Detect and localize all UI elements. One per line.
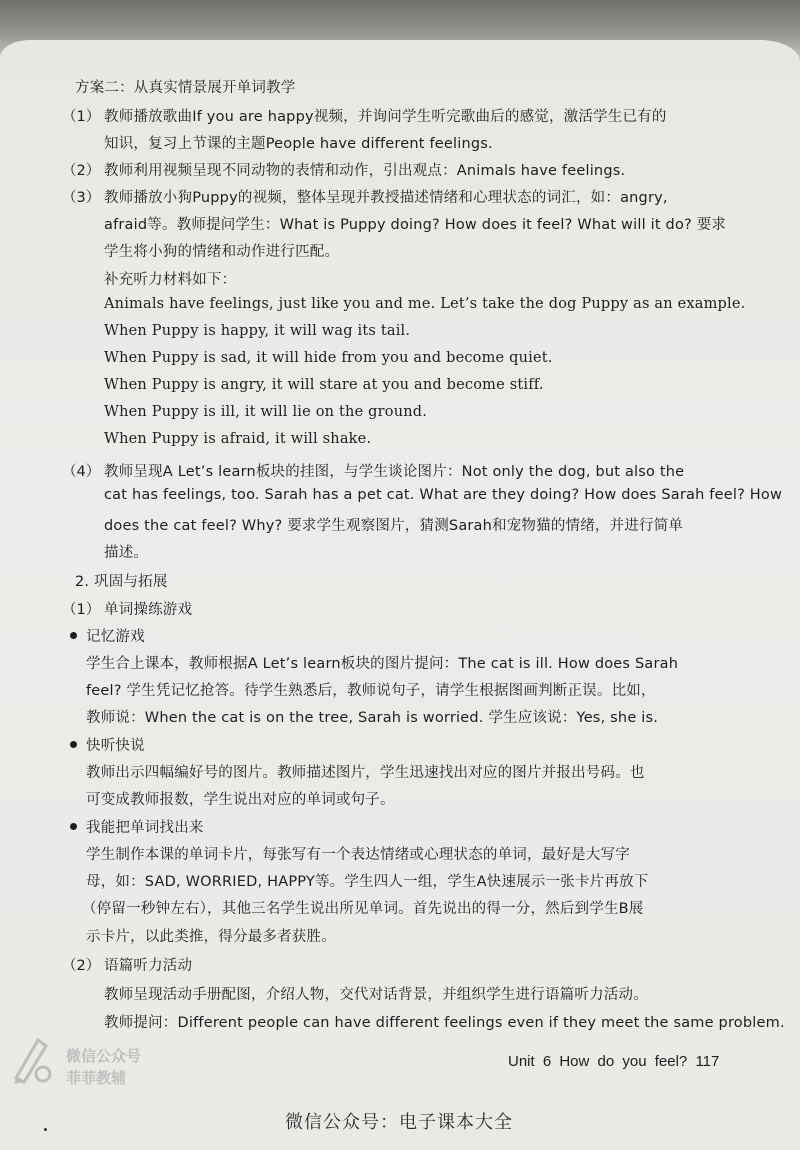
page-number: 117 <box>695 1053 720 1070</box>
listening-line: Animals have feelings, just like you and me. Let’s take the dog Puppy as an example. <box>104 296 746 312</box>
item-number: （1） <box>62 109 101 125</box>
text-line: （停留一秒钟左右），其他三名学生说出所见单词。首先说出的得一分，然后到学生B展 <box>82 901 644 917</box>
bullet-icon <box>70 823 77 830</box>
text-line: feel? 学生凭记忆抢答。待学生熟悉后，教师说句子，请学生根据图画判断正误。比如， <box>86 683 656 699</box>
stamp-line-1: 微信公众号 <box>66 1047 142 1065</box>
listening-line: When Puppy is happy, it will wag its tail. <box>104 323 411 339</box>
text-line: 教师提问：Different people can have different feelings even if they meet the same problem. <box>104 1015 785 1031</box>
page-footer <box>508 1053 719 1070</box>
text-line: 可变成教师报数，学生说出对应的单词或句子。 <box>86 792 395 808</box>
text-line: 教师说：When the cat is on the tree, Sarah is worried. 学生应该说：Yes, she is. <box>86 710 659 726</box>
text-line: 教师利用视频呈现不同动物的表情和动作，引出观点：Animals have feelings. <box>104 163 626 179</box>
section-heading: 方案二：从真实情景展开单词教学 <box>75 80 296 96</box>
game-title: 我能把单词找出来 <box>86 820 204 836</box>
text-line: 教师呈现A Let’s learn板块的挂图，与学生谈论图片：Not only the dog, but also the <box>104 464 685 480</box>
pencil-logo-icon <box>8 1030 58 1086</box>
item-number: （3） <box>62 190 101 206</box>
game-title: 快听快说 <box>86 738 145 754</box>
text-line: afraid等。教师提问学生：What is Puppy doing? How does it feel? What will it do? 要求 <box>104 217 727 233</box>
listening-line: When Puppy is sad, it will hide from you and become quiet. <box>104 350 553 366</box>
bullet-icon <box>70 741 77 748</box>
text-line: 示卡片，以此类推，得分最多者获胜。 <box>86 929 336 945</box>
item-number: （4） <box>62 464 101 480</box>
text-line: 教师呈现活动手册配图，介绍人物，交代对话背景，并组织学生进行语篇听力活动。 <box>104 987 648 1003</box>
subsection-heading: 单词操练游戏 <box>104 602 193 618</box>
item-number: （2） <box>62 163 101 179</box>
wechat-stamp-watermark <box>8 1030 168 1092</box>
footer-unit-label: Unit 6 How do you feel? <box>508 1053 688 1070</box>
subsection-heading: 语篇听力活动 <box>104 958 193 974</box>
text-line: 教师播放歌曲If you are happy视频，并询问学生听完歌曲后的感觉，激活学生已有的 <box>104 109 667 125</box>
listening-line: When Puppy is afraid, it will shake. <box>104 431 372 447</box>
text-line: 母，如：SAD, WORRIED, HAPPY等。学生四人一组，学生A快速展示一张卡片再放下 <box>86 874 649 890</box>
stamp-line-2: 菲菲教辅 <box>66 1069 127 1087</box>
text-line: 教师出示四幅编好号的图片。教师描述图片，学生迅速找出对应的图片并报出号码。也 <box>86 765 645 781</box>
text-line: cat has feelings, too. Sarah has a pet cat. What are they doing? How does Sarah feel? How <box>104 487 783 503</box>
text-line: 学生将小狗的情绪和动作进行匹配。 <box>104 244 340 260</box>
text-line: 补充听力材料如下： <box>104 272 237 288</box>
text-line: does the cat feel? Why? 要求学生观察图片，猜测Sarah和宠物猫的情绪，并进行简单 <box>104 518 684 534</box>
listening-line: When Puppy is angry, it will stare at you and become stiff. <box>104 377 544 393</box>
text-line: 学生合上课本，教师根据A Let’s learn板块的图片提问：The cat is ill. How does Sarah <box>86 656 679 672</box>
text-line: 教师播放小狗Puppy的视频，整体呈现并教授描述情绪和心理状态的词汇，如：angry, <box>104 190 668 206</box>
section-heading: 2. 巩固与拓展 <box>75 574 168 590</box>
text-line: 学生制作本课的单词卡片，每张写有一个表达情绪或心理状态的单词，最好是大写字 <box>86 847 630 863</box>
bullet-icon <box>70 632 77 639</box>
listening-line: When Puppy is ill, it will lie on the ground. <box>104 404 428 420</box>
game-title: 记忆游戏 <box>86 629 145 645</box>
item-number: （2） <box>62 958 101 974</box>
text-line: 知识，复习上节课的主题People have different feelings. <box>104 136 493 152</box>
bottom-watermark: 微信公众号：电子课本大全 <box>285 1112 513 1133</box>
text-line: 描述。 <box>104 545 149 561</box>
item-number: （1） <box>62 602 101 618</box>
speck <box>44 1128 47 1131</box>
